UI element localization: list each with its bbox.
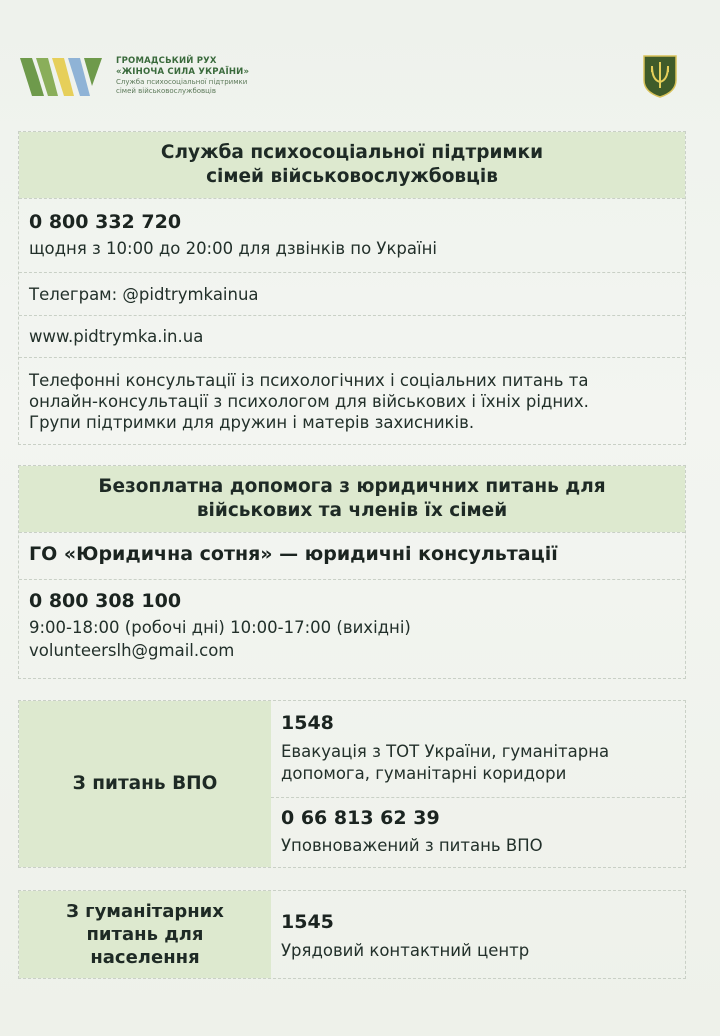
website-link[interactable]: www.pidtrymka.in.ua (29, 327, 204, 346)
description-row (19, 357, 685, 443)
idp-desc-line: Евакуація з ТОТ України, гуманітарна (281, 742, 610, 761)
legal-hours: 9:00-18:00 (робочі дні) 10:00-17:00 (вихідні) (29, 618, 411, 637)
description-line: Телефонні консультації із психологічних і соціальних питань та (29, 371, 589, 390)
idp-ombudsman-desc: Уповноважений з питань ВПО (281, 836, 543, 855)
title-line: сімей військовослужбовців (206, 166, 498, 187)
org-name (116, 56, 249, 96)
idp-desc-line: допомога, гуманітарні коридори (281, 764, 567, 783)
section-title (19, 466, 685, 532)
idp-contacts (271, 701, 685, 867)
idp-number-1548[interactable]: 1548 (281, 712, 334, 734)
telegram-link[interactable]: Телеграм: @pidtrymkainua (29, 285, 259, 304)
label-line: населення (90, 947, 200, 968)
hotline-hours: щодня з 10:00 до 20:00 для дзвінків по Україні (29, 239, 437, 258)
psychosocial-support-section (18, 131, 686, 445)
humanitarian-label (19, 891, 271, 978)
org-line-2: «ЖІНОЧА СИЛА УКРАЇНИ» (116, 67, 250, 77)
hotline-phone[interactable]: 0 800 332 720 (29, 211, 182, 233)
label-line: питань для (86, 924, 204, 945)
org-row (19, 532, 685, 579)
legal-org-name: ГО «Юридична сотня» — юридичні консультації (29, 543, 558, 565)
header (18, 54, 702, 100)
title-line: військових та членів їх сімей (196, 500, 508, 521)
humanitarian-desc: Урядовий контактний центр (281, 941, 530, 960)
idp-ombudsman-phone[interactable]: 0 66 813 62 39 (281, 807, 440, 829)
section-title (19, 132, 685, 198)
org-line-4: сімей військовослужбовців (116, 87, 216, 95)
title-line: Безоплатна допомога з юридичних питань для (98, 476, 606, 497)
humanitarian-number[interactable]: 1545 (281, 911, 334, 933)
legal-aid-section (18, 465, 686, 679)
title-line: Служба психосоціальної підтримки (160, 142, 544, 163)
movement-logo-icon (18, 56, 112, 98)
idp-section (18, 700, 686, 868)
humanitarian-contacts (271, 891, 685, 978)
org-line-1: ГРОМАДСЬКИЙ РУХ (116, 56, 217, 66)
humanitarian-section (18, 890, 686, 979)
row-divider (271, 797, 685, 798)
legal-email[interactable]: volunteerslh@gmail.com (29, 641, 235, 660)
military-emblem-icon (640, 54, 680, 98)
hotline-row (19, 198, 685, 272)
org-line-3: Служба психосоціальної підтримки (116, 78, 248, 86)
description-line: онлайн-консультації з психологом для військових і їхніх рідних. (29, 392, 589, 411)
idp-label: З питань ВПО (19, 701, 271, 867)
telegram-row (19, 272, 685, 315)
label-line: З гуманітарних (66, 901, 224, 922)
legal-phone[interactable]: 0 800 308 100 (29, 590, 182, 612)
description-line: Групи підтримки для дружин і матерів захисників. (29, 413, 475, 432)
contacts-row (19, 579, 685, 677)
website-row (19, 315, 685, 357)
